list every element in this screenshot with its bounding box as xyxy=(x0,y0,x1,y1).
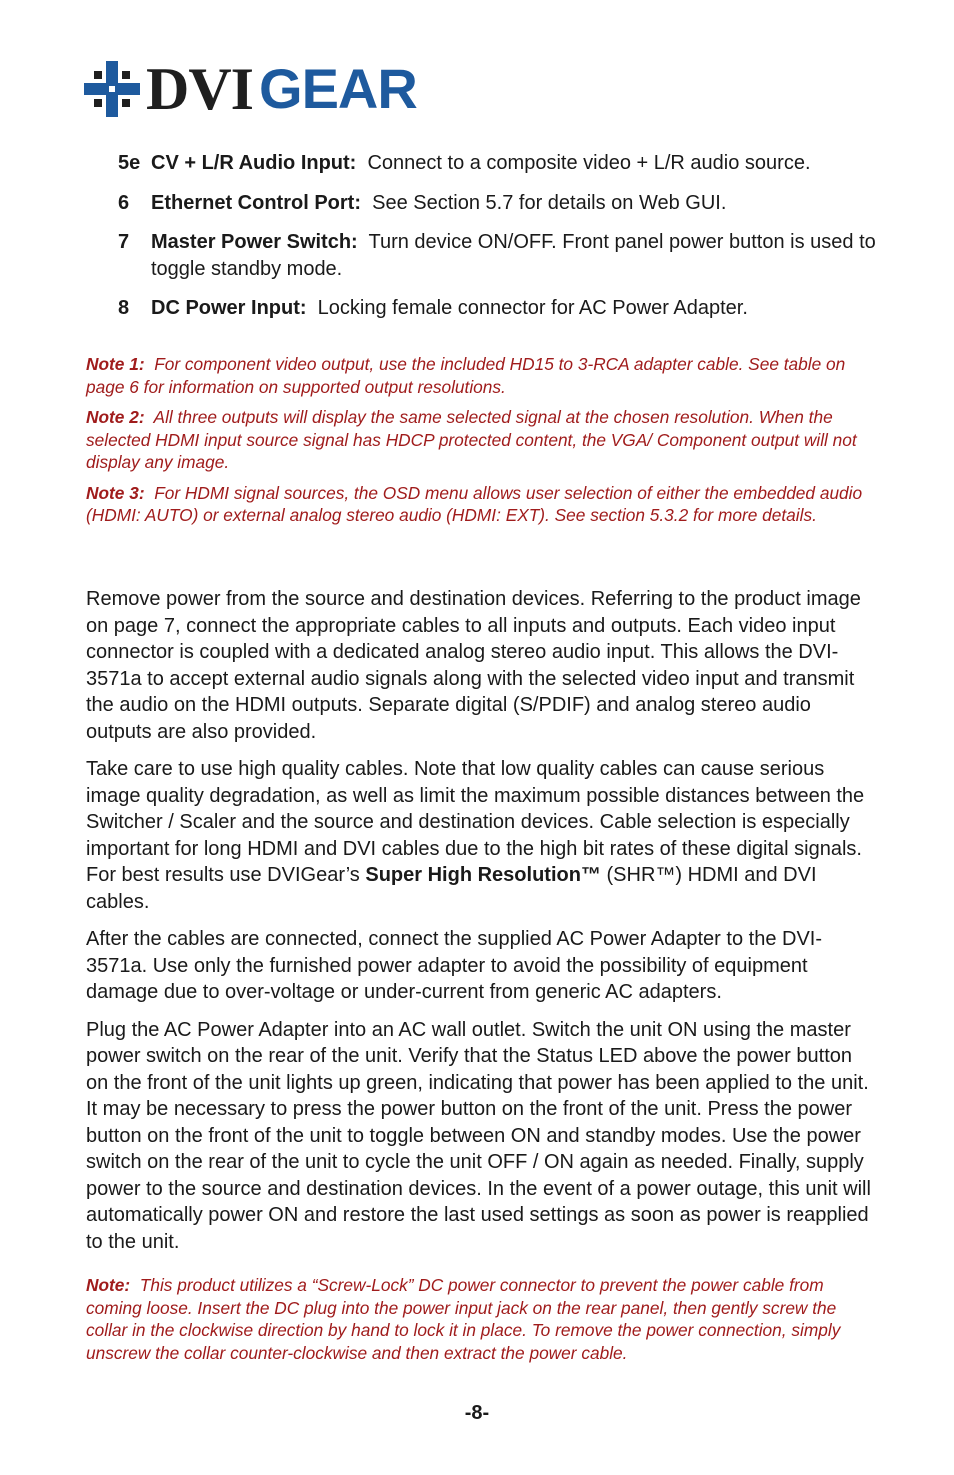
note-3 xyxy=(86,482,876,527)
item-text: Turn device ON/OFF. Front panel power button is used to toggle standby mode. xyxy=(151,231,876,280)
product-name-bold: Super High Resolution™ xyxy=(365,864,601,886)
note-text: For HDMI signal sources, the OSD menu allows user selection of either the embedded audio (HDMI: AUTO) or external analog stereo audio (HDMI: EXT). See section 5.3.2 for more details. xyxy=(86,482,863,525)
screw-lock-note xyxy=(86,1274,876,1364)
item-body xyxy=(151,295,878,322)
paragraph-text: Take care to use high quality cables. Note that low quality cables can cause serious image quality degradation, as well as limit the maximum possible distances between the Switcher / Scaler and the source and destination devices. Cable selection is especially important for long HDMI and DVI cables due to the high bit rates of these digital signals. For best results use DVIGear’s xyxy=(86,758,865,886)
cross-plus-icon xyxy=(84,61,140,117)
item-body xyxy=(151,229,878,282)
item-body xyxy=(151,190,878,217)
item-text: Connect to a composite video + L/R audio source. xyxy=(367,152,811,174)
logo-text-gear: GEAR xyxy=(259,57,417,120)
paragraph-text: (SHR™) HDMI and DVI cables. xyxy=(86,864,817,913)
note-label: Note 1: xyxy=(86,354,145,374)
item-number: 8 xyxy=(118,297,130,319)
note-2 xyxy=(86,406,876,474)
paragraph-power-adapter: After the cables are connected, connect the supplied AC Power Adapter to the DVI-3571a. Use only the furnished power adapter to avoid the possibility of equipment damage due to over-voltage or under-current from generic AC adapters. xyxy=(86,928,822,1003)
paragraph-power-on: Plug the AC Power Adapter into an AC wall outlet. Switch the unit ON using the master power switch on the rear of the unit. Verify that the Status LED above the power button on the front of the unit lights up green, indicating that power has been applied to the unit. It may be necessary to press the power button on the front of the unit. Press the power button on the front of the unit to toggle between ON and standby modes. Use the power switch on the rear of the unit to cycle the unit OFF / ON again as needed. Finally, supply power to the source and destination devices. In the event of a power outage, this unit will automatically power ON and restore the last used settings as soon as power is reapplied to the unit. xyxy=(86,1018,871,1253)
paragraph-cable-quality xyxy=(86,756,876,915)
item-number: 6 xyxy=(118,191,130,214)
notes-block xyxy=(86,353,876,535)
list-item xyxy=(118,295,878,322)
note-label: Note: xyxy=(86,1275,131,1295)
note-text: All three outputs will display the same selected signal at the chosen resolution. When the selected HDMI input source signal has HDCP protected content, the VGA/ Component output will not display any image. xyxy=(86,407,857,472)
item-number: 5e xyxy=(118,152,141,174)
item-label: Ethernet Control Port: xyxy=(151,191,361,214)
note-text: This product utilizes a “Screw-Lock” DC power connector to prevent the power cable from coming loose. Insert the DC plug into the power input jack on the rear panel, then gently screw the collar in the clockwise direction by hand to lock it in place. To remove the power connection, simply unscrew the collar counter-clockwise and then extract the power cable. xyxy=(86,1275,841,1363)
item-label: CV + L/R Audio Input: xyxy=(151,152,357,174)
list-item xyxy=(118,229,878,282)
page-number: -8- xyxy=(464,1402,490,1424)
note-label: Note 2: xyxy=(86,407,145,427)
item-body xyxy=(151,150,878,177)
logo-text-dvi: DVI xyxy=(146,56,254,122)
item-number: 7 xyxy=(118,231,130,253)
connector-list xyxy=(118,150,878,335)
note-1 xyxy=(86,353,876,398)
body-text xyxy=(86,586,876,1266)
item-label: Master Power Switch: xyxy=(151,231,358,253)
note-text: For component video output, use the included HD15 to 3-RCA adapter cable. See table on page 6 for information on supported output resolutions. xyxy=(86,354,846,397)
item-text: See Section 5.7 for details on Web GUI. xyxy=(372,191,727,214)
item-text: Locking female connector for AC Power Adapter. xyxy=(317,297,748,319)
item-label: DC Power Input: xyxy=(151,297,307,319)
list-item xyxy=(118,190,878,217)
dvigear-logo xyxy=(84,58,417,120)
list-item xyxy=(118,150,878,177)
paragraph-cable-connections: Remove power from the source and destination devices. Referring to the product image on page 7, connect the appropriate cables to all inputs and outputs. Each video input connector is coupled with a dedicated analog stereo audio input. This allows the DVI-3571a to accept external audio signals along with the selected video input and transmit the audio on the HDMI outputs. Separate digital (S/PDIF) and analog stereo audio outputs are also provided. xyxy=(86,588,861,743)
note-label: Note 3: xyxy=(86,482,145,503)
